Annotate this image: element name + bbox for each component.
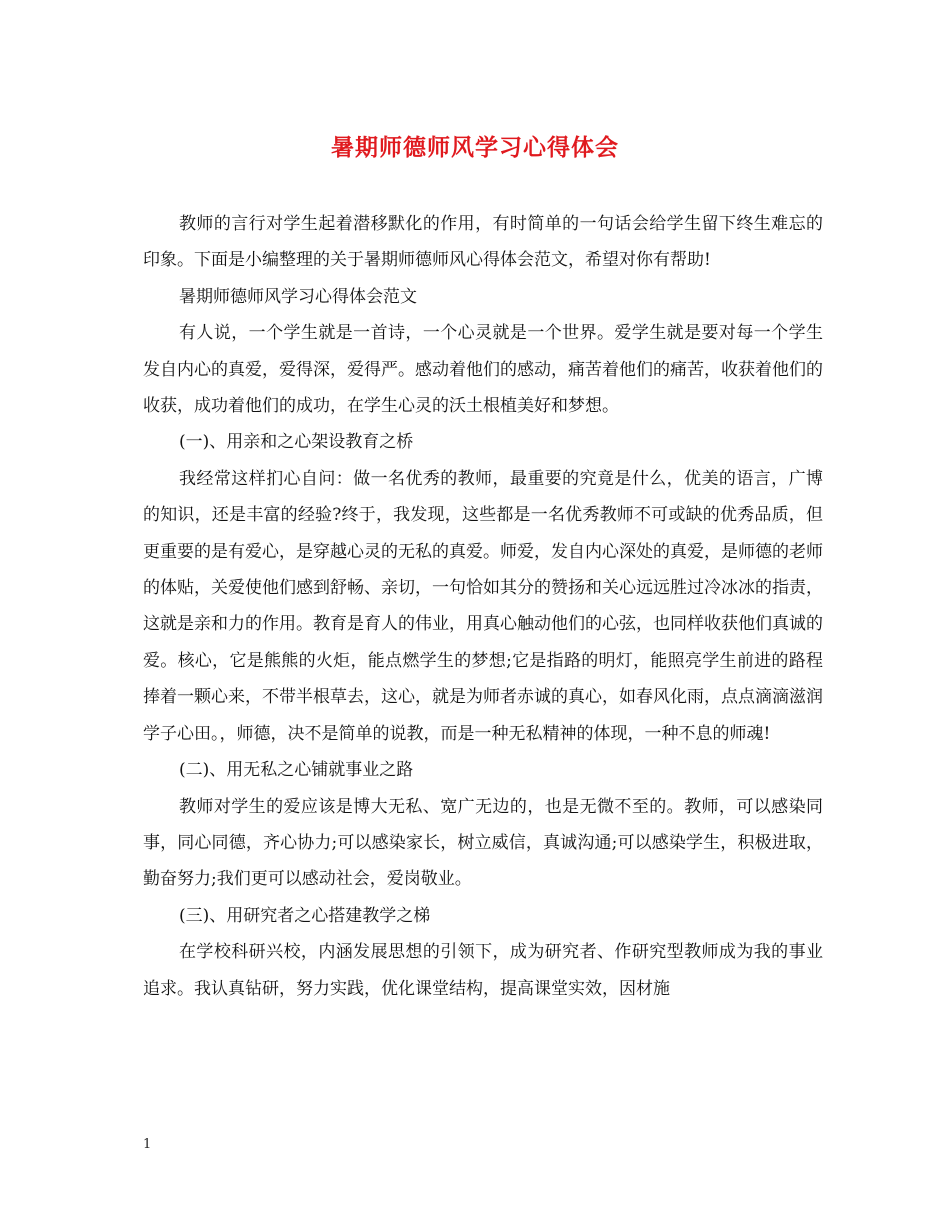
paragraph-poem: 有人说，一个学生就是一首诗，一个心灵就是一个世界。爱学生就是要对每一个学生发自内心的真爱，爱得深，爱得严。感动着他们的感动，痛苦着他们的痛苦，收获着他们的收获，成功着他们的成功，在学生心灵的沃土根植美好和梦想。 [143, 323, 823, 417]
paragraph-section-3: 在学校科研兴校，内涵发展思想的引领下，成为研究者、作研究型教师成为我的事业追求。我认真钻研，努力实践，优化课堂结构，提高课堂实效，因材施 [143, 942, 823, 999]
section-heading-3: (三)、用研究者之心搭建教学之梯 [179, 905, 431, 926]
paragraph-section-1: 我经常这样扪心自问：做一名优秀的教师，最重要的究竟是什么，优美的语言，广博的知识，还是丰富的经验?终于，我发现，这些都是一名优秀教师不可或缺的优秀品质，但更重要的是有爱心，是穿越心灵的无私的真爱。师爱，发自内心深处的真爱，是师德的老师的体贴，关爱使他们感到舒畅、亲切，一句恰如其分的赞扬和关心远远胜过冷冰冰的指责，这就是亲和力的作用。教育是育人的伟业，用真心触动他们的心弦，也同样收获他们真诚的爱。核心，它是熊熊的火炬，能点燃学生的梦想;它是指路的明灯，能照亮学生前进的路程捧着一颗心来，不带半根草去，这心，就是为师者赤诚的真心，如春风化雨，点点滴滴滋润学子心田。，师德，决不是简单的说教，而是一种无私精神的体现，一种不息的师魂! [143, 468, 823, 744]
section-heading-sample: 暑期师德师风学习心得体会范文 [179, 286, 417, 307]
document-title: 暑期师德师风学习心得体会 [331, 134, 619, 161]
section-heading-2: (二)、用无私之心铺就事业之路 [179, 760, 414, 781]
document-body [143, 206, 823, 1007]
paragraph-intro: 教师的言行对学生起着潜移默化的作用，有时简单的一句话会给学生留下终生难忘的印象。下面是小编整理的关于暑期师德师风心得体会范文，希望对你有帮助! [143, 214, 823, 271]
section-heading-1: (一)、用亲和之心架设教育之桥 [179, 432, 414, 453]
paragraph-section-2: 教师对学生的爱应该是博大无私、宽广无边的，也是无微不至的。教师，可以感染同事，同心同德，齐心协力;可以感染家长，树立威信，真诚沟通;可以感染学生，积极进取，勤奋努力;我们更可以感动社会，爱岗敬业。 [143, 796, 823, 890]
page-number: 1 [143, 1137, 152, 1152]
